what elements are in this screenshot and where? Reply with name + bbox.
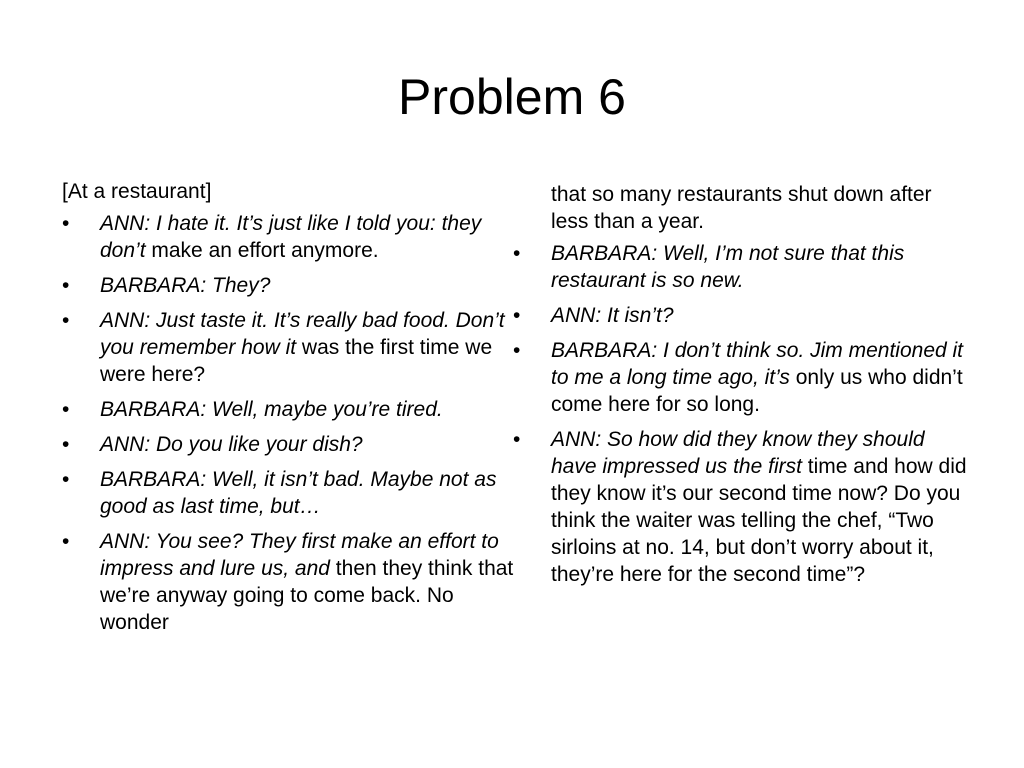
bullet-icon: •	[62, 309, 70, 332]
dialogue-item	[62, 396, 522, 423]
dialogue-item	[513, 426, 971, 588]
dialogue-normal-text: was the first time we were here?	[100, 336, 493, 386]
dialogue-italic-text: ANN: So how did they know they should have impressed us the first	[551, 428, 925, 478]
right-dialogue-list	[513, 240, 971, 588]
bullet-icon: •	[513, 428, 521, 451]
bullet-icon: •	[513, 242, 521, 265]
dialogue-italic-text: BARBARA: Well, I’m not sure that this restaurant is so new.	[551, 242, 905, 292]
dialogue-item	[62, 210, 522, 264]
bullet-icon: •	[513, 304, 521, 327]
bullet-icon: •	[62, 530, 70, 553]
dialogue-italic-text: ANN: I hate it. It’s just like I told you: they don’t	[100, 212, 482, 262]
dialogue-item	[62, 307, 522, 388]
bullet-icon: •	[62, 433, 70, 456]
dialogue-normal-text: only us who didn’t come here for so long.	[551, 366, 963, 416]
dialogue-normal-text: time and how did they know it’s our second time now? Do you think the waiter was telling the chef, “Two sirloins at no. 14, but don’t worry about it, they’re here for the second time”?	[551, 455, 967, 586]
dialogue-italic-text: BARBARA: Well, maybe you’re tired.	[100, 398, 443, 421]
right-column	[513, 181, 971, 596]
continued-text: that so many restaurants shut down after less than a year.	[551, 183, 932, 233]
left-dialogue-list	[62, 210, 522, 636]
bullet-icon: •	[513, 339, 521, 362]
dialogue-item	[513, 337, 971, 418]
bullet-icon: •	[62, 398, 70, 421]
dialogue-italic-text: ANN: It isn’t?	[551, 304, 674, 327]
dialogue-item	[62, 272, 522, 299]
dialogue-italic-text: ANN: Do you like your dish?	[100, 433, 363, 456]
dialogue-italic-text: ANN: You see? They first make an effort to impress and lure us, and	[100, 530, 499, 580]
dialogue-item	[513, 302, 971, 329]
bullet-icon: •	[62, 274, 70, 297]
dialogue-item	[62, 466, 522, 520]
dialogue-normal-text: then they think that we’re anyway going to come back. No wonder	[100, 557, 514, 634]
dialogue-item	[62, 528, 522, 636]
dialogue-italic-text: BARBARA: I don’t think so. Jim mentioned it to me a long time ago, it’s	[551, 339, 964, 389]
slide-title: Problem 6	[398, 69, 626, 125]
dialogue-italic-text: BARBARA: Well, it isn’t bad. Maybe not as good as last time, but…	[100, 468, 497, 518]
dialogue-normal-text: make an effort anymore.	[145, 239, 379, 262]
dialogue-item	[62, 431, 522, 458]
bullet-icon: •	[62, 468, 70, 491]
left-column	[62, 178, 522, 644]
bullet-icon: •	[62, 212, 70, 235]
dialogue-item	[513, 240, 971, 294]
dialogue-italic-text: BARBARA: They?	[100, 274, 271, 297]
dialogue-italic-text: ANN: Just taste it. It’s really bad food. Don’t you remember how it	[100, 309, 505, 359]
scene-description: [At a restaurant]	[62, 180, 212, 203]
